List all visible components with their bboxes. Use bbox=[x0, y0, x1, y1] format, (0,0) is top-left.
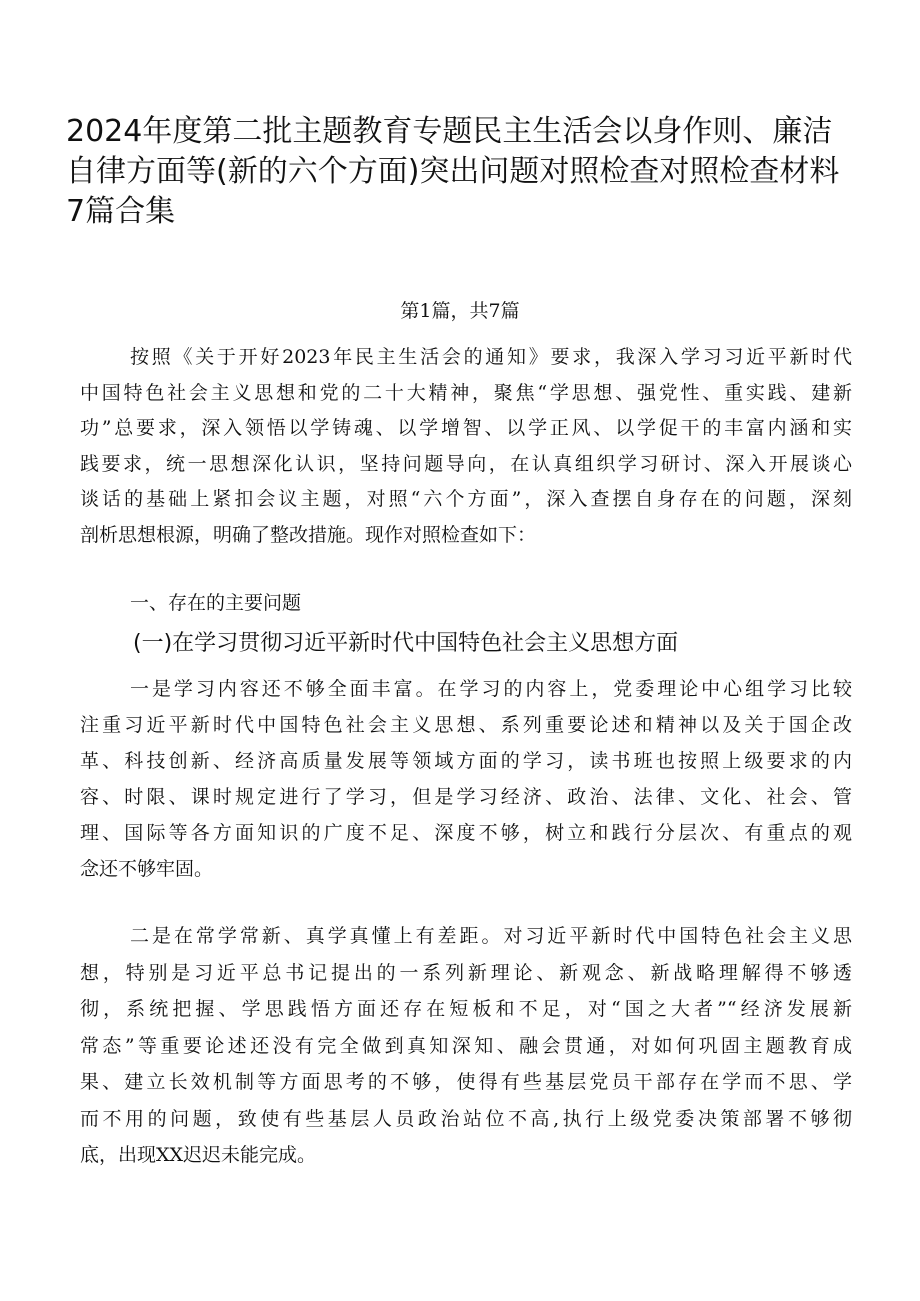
intro-paragraph bbox=[80, 340, 852, 554]
paragraph-line: 念还不够牢固。 bbox=[80, 858, 214, 880]
title-line: 2024年度第二批主题教育专题民主生活会以身作则、廉洁 bbox=[66, 114, 833, 149]
paragraph-line: 彻，系统把握、学思践悟方面还存在短板和不足，对“国之大者”“经济发展新 bbox=[80, 998, 852, 1020]
paragraph-line: 底，出现XX迟迟未能完成。 bbox=[80, 1144, 317, 1166]
paragraph-line: 剖析思想根源，明确了整改措施。现作对照检查如下： bbox=[80, 523, 537, 546]
paragraph-line: 一是学习内容还不够全面丰富。在学习的内容上，党委理论中心组学习比较 bbox=[130, 678, 852, 700]
paragraph-line: 革、科技创新、经济高质量发展等领域方面的学习，读书班也按照上级要求的内 bbox=[80, 750, 852, 772]
paragraph-line: 容、时限、课时规定进行了学习，但是学习经济、政治、法律、文化、社会、管 bbox=[80, 786, 852, 808]
title-line: 自律方面等(新的六个方面)突出问题对照检查对照检查材料 bbox=[66, 154, 840, 189]
paragraph-line: 果、建立长效机制等方面思考的不够，使得有些基层党员干部存在学而不思、学 bbox=[80, 1071, 852, 1093]
paragraph-line: 而不用的问题，致使有些基层人员政治站位不高,执行上级党委决策部署不够彻 bbox=[80, 1107, 852, 1130]
paragraph-line: 功”总要求，深入领悟以学铸魂、以学增智、以学正风、以学促干的丰富内涵和实 bbox=[80, 417, 852, 440]
document-title bbox=[66, 112, 866, 232]
title-line: 7篇合集 bbox=[66, 194, 176, 229]
subsection-heading: (一)在学习贯彻习近平新时代中国特色社会主义思想方面 bbox=[133, 631, 679, 656]
paragraph-line: 理、国际等各方面知识的广度不足、深度不够，树立和践行分层次、有重点的观 bbox=[80, 822, 852, 844]
paragraph-line: 谈话的基础上紧扣会议主题，对照“六个方面”，深入查摆自身存在的问题，深刻 bbox=[80, 488, 852, 511]
paragraph-line: 二是在常学常新、真学真懂上有差距。对习近平新时代中国特色社会主义思 bbox=[130, 925, 852, 947]
paragraph-line: 中国特色社会主义思想和党的二十大精神，聚焦“学思想、强党性、重实践、建新 bbox=[80, 381, 852, 404]
paragraph-line: 常态”等重要论述还没有完全做到真知深知、融会贯通，对如何巩固主题教育成 bbox=[80, 1034, 852, 1057]
paragraph-line: 注重习近平新时代中国特色社会主义思想、系列重要论述和精神以及关于国企改 bbox=[80, 714, 852, 736]
paragraph-line: 想，特别是习近平总书记提出的一系列新理论、新观念、新战略理解得不够透 bbox=[80, 961, 852, 984]
section-heading: 一、存在的主要问题 bbox=[130, 592, 302, 614]
part-label: 第1篇，共7篇 bbox=[400, 300, 520, 322]
paragraph-line: 践要求，统一思想深化认识，坚持问题导向，在认真组织学习研讨、深入开展谈心 bbox=[80, 452, 852, 475]
paragraph-line: 按照《关于开好2023年民主生活会的通知》要求，我深入学习习近平新时代 bbox=[130, 346, 852, 368]
point-one-paragraph bbox=[80, 671, 852, 887]
point-two-paragraph bbox=[80, 918, 852, 1174]
